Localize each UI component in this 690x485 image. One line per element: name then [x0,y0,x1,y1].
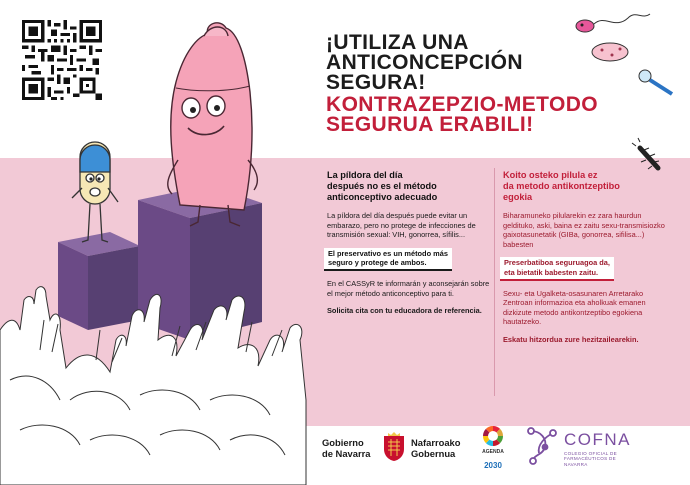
highlight-eu-line2: eta bietatik babesten zaitu. [504,267,599,277]
highlight-eu [500,257,614,280]
highlight-es-line1: El preservativo es un método más [328,248,448,258]
cta-es: Solicita cita con tu educadora de referencia. [327,306,482,316]
navarra-shield-icon [382,432,406,462]
heading-eu-line2: da metodo antikontzeptibo [503,181,620,191]
column-eu [503,170,671,353]
gov-eu-line1: Nafarroako [411,437,461,448]
headline-es [326,33,656,93]
paragraph-es-2: En el CASSyR te informarán y aconsejarán sobre el mejor método anticonceptivo para ti. [327,278,490,298]
headline-es-line1: ¡UTILIZA UNA [326,31,469,54]
gobierno-de-navarra-logo-text [322,437,370,459]
paragraph-eu-1: Biharamuneko pilularekin ez zara haurdun geldituko, aski, baina ez zaitu sexu-transmisiozko gaixotasunetatik (GIBa, gonorrea, sifilisa...) babesten [503,211,665,249]
headline-es-line2: ANTICONCEPCIÓN [326,51,523,74]
heading-es-line2: después no es el método [327,181,437,191]
highlight-es-line2: seguro y protege de ambos. [328,258,427,268]
headline-eu [326,95,666,135]
paragraph-eu-2: Sexu- eta Ugalketa-osasunaren Arretarako Zentroan informazioa eta aholkuak emanen dizkizute metodo antikontzeptibo egokiena hautatzeko. [503,288,646,327]
highlight-es [324,248,452,271]
highlight-eu-line1: Preserbatiboa seguruagoa da, [504,258,610,268]
gov-es-line1: Gobierno [322,437,364,448]
heading-eu-line1: Koito osteko pilula ez [503,170,598,180]
nafarroako-gobernua-logo-text [411,437,461,459]
paragraph-es-1: La píldora del día después puede evitar un embarazo, pero no protege de infecciones de transmisión sexual: VIH, gonorrea, sífilis... [327,211,476,240]
heading-es-line1: La píldora del día [327,170,403,180]
cta-eu: Eskatu hitzordua zure hezitzailearekin. [503,334,639,344]
germ-sperm [576,14,650,32]
cofna-icon [525,425,561,467]
column-divider [494,168,495,396]
column-es [327,170,495,324]
heading-eu [503,170,671,203]
headline-eu-line1: KONTRAZEPZIO-METODO [326,93,599,116]
agenda-year: 2030 [484,461,502,470]
qr-code-icon [22,20,102,100]
heading-es [327,170,495,203]
cofna-name: COFNA [564,430,631,449]
cofna-subtitle: COLEGIO OFICIAL DE FARMACÉUTICOS DE NAVARRA [564,451,617,467]
gov-es-line2: de Navarra [322,448,371,459]
gov-eu-line2: Gobernua [411,448,456,459]
headline-eu-line2: SEGURUA ERABILI! [326,113,534,136]
heading-es-line3: anticonceptivo adecuado [327,192,438,202]
heading-eu-line3: egokia [503,192,533,202]
agenda-label: AGENDA [482,449,504,455]
headline-es-line3: SEGURA! [326,71,426,94]
